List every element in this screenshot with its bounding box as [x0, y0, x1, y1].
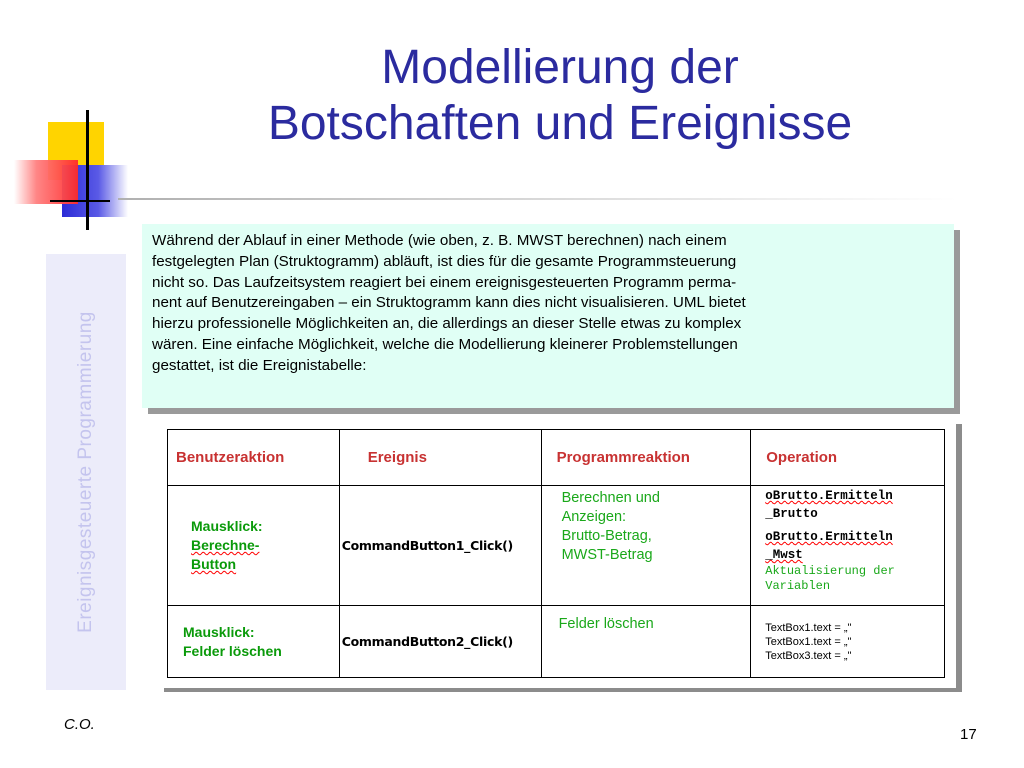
cell-text: Anzeigen: — [561, 509, 627, 525]
action-cell — [168, 606, 340, 678]
body-line: wären. Eine einfache Möglichkeit, welche die Modellierung kleinerer Problemstellungen — [152, 335, 738, 353]
cell-text: Brutto-Betrag, — [561, 528, 652, 544]
page-number: 17 — [960, 726, 977, 743]
logo-vertical-line — [86, 110, 89, 230]
cell-text: oBrutto.Ermitteln — [765, 530, 893, 544]
cell-text: Felder löschen — [183, 642, 282, 659]
table-header-row — [168, 430, 945, 486]
title-line-1: Modellierung der — [381, 41, 739, 94]
sidebar-label — [46, 254, 126, 690]
event-table-frame — [158, 420, 956, 688]
cell-text: Aktualisierung der — [765, 564, 895, 578]
table-row — [168, 486, 945, 606]
body-line: nicht so. Das Laufzeitsystem reagiert bei einem ereignisgesteuerten Programm perma- — [152, 273, 737, 291]
cell-text: CommandButton1_Click() — [341, 538, 513, 553]
operation-cell — [751, 486, 945, 606]
cell-text: Variablen — [765, 579, 831, 593]
cell-text: Felder löschen — [558, 616, 654, 632]
header-cell: Programmreaktion — [541, 430, 751, 486]
event-cell — [339, 486, 541, 606]
body-line: nent auf Benutzereingaben – ein Struktogramm kann dies nicht visualisieren. UML bietet — [152, 294, 746, 312]
cell-text: TextBox1.text = „" — [765, 635, 852, 648]
cell-text: Button — [191, 556, 237, 572]
body-line: festgelegten Plan (Struktogramm) abläuft, ist dies für die gesamte Programmsteuerung — [152, 252, 737, 270]
cell-text: Mausklick: — [191, 518, 263, 534]
title-divider — [118, 198, 958, 200]
body-line: Während der Ablauf in einer Methode (wie oben, z. B. MWST berechnen) nach einem — [152, 232, 727, 249]
title-line-2: Botschaften und Ereignisse — [267, 97, 853, 150]
footer-author: C.O. — [64, 716, 95, 733]
event-cell — [339, 606, 541, 678]
cell-text: oBrutto.Ermitteln — [765, 489, 893, 503]
cell-text: Mausklick: — [183, 623, 255, 640]
cell-text: Berechnen und — [561, 490, 660, 506]
logo-horizontal-line — [50, 200, 110, 202]
cell-text: MWST-Betrag — [561, 547, 653, 563]
operation-cell — [751, 606, 945, 678]
cell-text: Berechne- — [191, 537, 260, 553]
logo-red-square — [14, 160, 78, 204]
body-line: gestattet, ist die Ereignistabelle: — [152, 356, 367, 374]
cell-text: _Mwst — [765, 548, 803, 562]
reaction-cell — [541, 486, 751, 606]
header-cell: Operation — [751, 430, 945, 486]
action-cell — [168, 486, 340, 606]
table-row — [168, 606, 945, 678]
cell-text: TextBox3.text = „" — [765, 649, 852, 662]
header-cell: Benutzeraktion — [168, 430, 340, 486]
body-text-box — [142, 224, 954, 408]
body-line: hierzu professionelle Möglichkeiten an, die allerdings an dieser Stelle etwas zu komplex — [152, 315, 742, 333]
header-cell: Ereignis — [339, 430, 541, 486]
sidebar-label-text: Ereignisgesteuerte Programmierung — [75, 311, 96, 633]
slide-title — [140, 40, 980, 152]
reaction-cell — [541, 606, 751, 678]
cell-text: _Brutto — [765, 507, 818, 521]
event-table — [167, 429, 945, 678]
cell-text: TextBox1.text = „" — [765, 621, 852, 634]
cell-text: CommandButton2_Click() — [341, 634, 513, 649]
